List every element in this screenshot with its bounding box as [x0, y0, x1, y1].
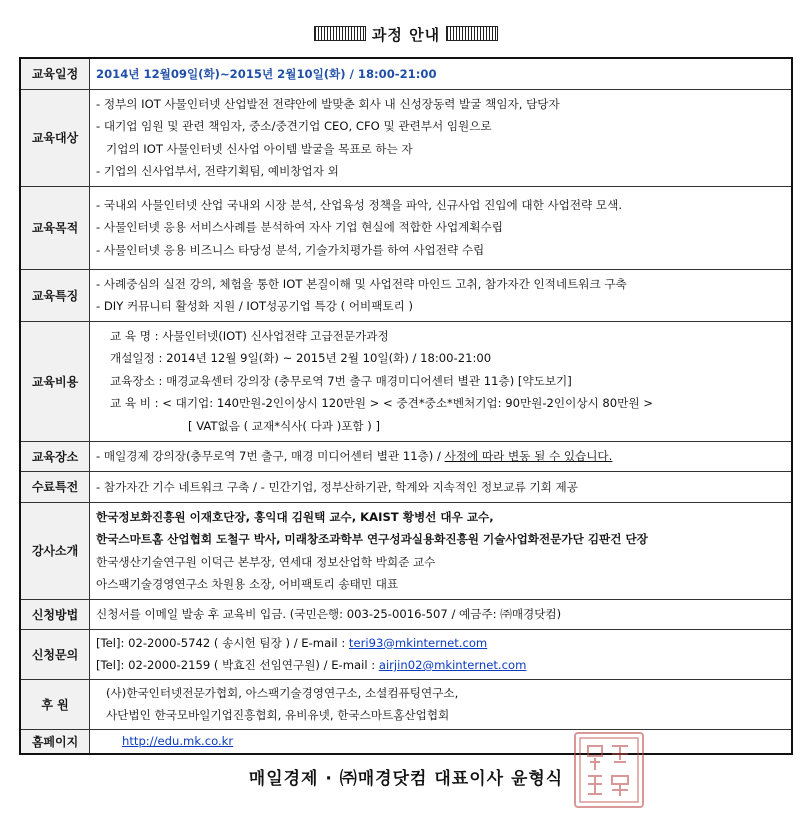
lecturer-line: 한국생산기술연구원 이덕근 본부장, 연세대 정보산업학 박희준 교수: [96, 554, 436, 569]
inquiry-value: [90, 629, 793, 679]
cost-line: 개설일정 : 2014년 12월 9일(화) ~ 2015년 2월 10일(화) / 18:00-21:00: [110, 351, 492, 366]
lecturers-value: [90, 502, 793, 599]
row-cost: [20, 321, 792, 441]
row-inquiry: [20, 629, 792, 679]
email-link[interactable]: airjin02@mkinternet.com: [378, 658, 527, 672]
row-place: [20, 441, 792, 471]
label-apply: 신청방법: [20, 599, 90, 629]
lecturer-line: 아스팩기술경영연구소 차원용 소장, 어비팩토리 송태민 대표: [96, 577, 399, 591]
purpose-line: - 사물인터넷 응용 비즈니스 타당성 분석, 기술가치평가를 하여 사업전략 수립: [96, 242, 485, 257]
purpose-value: [90, 186, 793, 269]
schedule-text: 2014년 12월09일(화)~2015년 2월10일(화) / 18:00-21:00: [96, 66, 437, 81]
row-feature: [20, 269, 792, 321]
row-target: [20, 89, 792, 186]
feature-line: - DIY 커뮤니티 활성화 지원 / IOT성공기업 특강 ( 어비팩토리 ): [96, 299, 414, 313]
target-line: - 기업의 신사업부서, 전략기획팀, 예비창업자 외: [96, 164, 339, 178]
course-info-table: [19, 57, 793, 755]
purpose-line: - 국내외 사물인터넷 산업 국내외 시장 분석, 산업육성 정책을 파악, 신규사업 진입에 대한 사업전략 모색.: [96, 197, 623, 212]
sponsor-line: (사)한국인터넷전문가협회, 아스팩기술경영연구소, 소셜컴퓨팅연구소,: [106, 685, 459, 700]
sponsor-line: 사단법인 한국모바일기업진흥협회, 유비유넷, 한국스마트홈산업협회: [106, 708, 450, 722]
cost-line: 교 육 비 : < 대기업: 140만원-2인이상시 120만원 > < 중견*중소*벤처기업: 90만원-2인이상시 80만원 >: [110, 396, 653, 411]
label-lecturers: 강사소개: [20, 502, 90, 599]
title-ornament-right: [446, 26, 498, 41]
apply-value: 신청서를 이메일 발송 후 교육비 입금. (국민은행: 003-25-0016-507 / 예금주: ㈜매경닷컴): [90, 599, 793, 629]
title-ornament-left: [314, 26, 366, 41]
page-title: [0, 24, 812, 45]
lecturer-line: 한국정보화진흥원 이재호단장, 홍익대 김원택 교수, KAIST 황병선 대우 교수,: [96, 509, 494, 524]
homepage-value: [90, 729, 793, 754]
target-line: 기업의 IOT 사물인터넷 신사업 아이템 발굴을 목표로 하는 자: [106, 141, 413, 156]
inquiry-line: [96, 654, 785, 677]
row-schedule: [20, 58, 792, 89]
row-lecturers: [20, 502, 792, 599]
sponsor-value: [90, 679, 793, 729]
label-schedule: 교육일정: [20, 58, 90, 89]
label-benefit: 수료특전: [20, 471, 90, 502]
label-inquiry: 신청문의: [20, 629, 90, 679]
footer-signature: 매일경제 · ㈜매경닷컴 대표이사 윤형식: [248, 769, 564, 789]
benefit-value: - 참가자간 기수 네트워크 구축 / - 민간기업, 정부산하기관, 학계와 지속적인 정보교류 기회 제공: [90, 471, 793, 502]
purpose-line: - 사물인터넷 응용 서비스사례를 분석하여 자사 기업 현실에 적합한 사업계획수립: [96, 220, 503, 235]
homepage-link[interactable]: http://edu.mk.co.kr: [122, 734, 234, 749]
row-sponsor: [20, 679, 792, 729]
label-sponsor: 후 원: [20, 679, 90, 729]
lecturer-line: 한국스마트홈 산업협회 도철구 박사, 미래창조과학부 연구성과실용화진흥원 기술사업화전문가단 김판건 단장: [96, 532, 648, 546]
email-link[interactable]: teri93@mkinternet.com: [348, 635, 488, 650]
target-value: [90, 89, 793, 186]
row-apply: [20, 599, 792, 629]
label-target: 교육대상: [20, 89, 90, 186]
inquiry-line: [96, 632, 785, 655]
place-value: [90, 441, 793, 471]
schedule-value: [90, 58, 793, 89]
feature-value: [90, 269, 793, 321]
row-purpose: [20, 186, 792, 269]
target-line: - 대기업 임원 및 관련 책임자, 중소/중견기업 CEO, CFO 및 관련부서 임원으로: [96, 119, 492, 133]
label-purpose: 교육목적: [20, 186, 90, 269]
place-notice: 사정에 따라 변동 될 수 있습니다.: [444, 449, 613, 463]
label-feature: 교육특징: [20, 269, 90, 321]
cost-value: [90, 321, 793, 441]
inquiry-contact: [Tel]: 02-2000-2159 ( 박효진 선임연구원) / E-mail :: [96, 658, 379, 672]
target-line: - 정부의 IOT 사물인터넷 산업발전 전략안에 발맞춘 회사 내 신성장동력 발굴 책임자, 담당자: [96, 96, 560, 111]
cost-line: [ VAT없음 ( 교재*식사( 다과 )포함 ) ]: [188, 418, 381, 433]
inquiry-contact: [Tel]: 02-2000-5742 ( 송시헌 팀장 ) / E-mail :: [96, 635, 349, 650]
cost-line: 교 육 명 : 사물인터넷(IOT) 신사업전략 고급전문가과정: [110, 328, 389, 343]
title-text: 과정 안내: [371, 26, 441, 44]
row-homepage: [20, 729, 792, 754]
place-text: - 매일경제 강의장(충무로역 7번 출구, 매경 미디어센터 별관 11층) /: [96, 449, 445, 463]
label-place: 교육장소: [20, 441, 90, 471]
label-homepage: 홈페이지: [20, 729, 90, 754]
label-cost: 교육비용: [20, 321, 90, 441]
row-benefit: [20, 471, 792, 502]
feature-line: - 사례중심의 실전 강의, 체험을 통한 IOT 본질이해 및 사업전략 마인드 고취, 참가자간 인적네트워크 구축: [96, 276, 627, 291]
cost-line: 교육장소 : 매경교육센터 강의장 (충무로역 7번 출구 매경미디어센터 별관 11층) [약도보기]: [110, 373, 572, 388]
